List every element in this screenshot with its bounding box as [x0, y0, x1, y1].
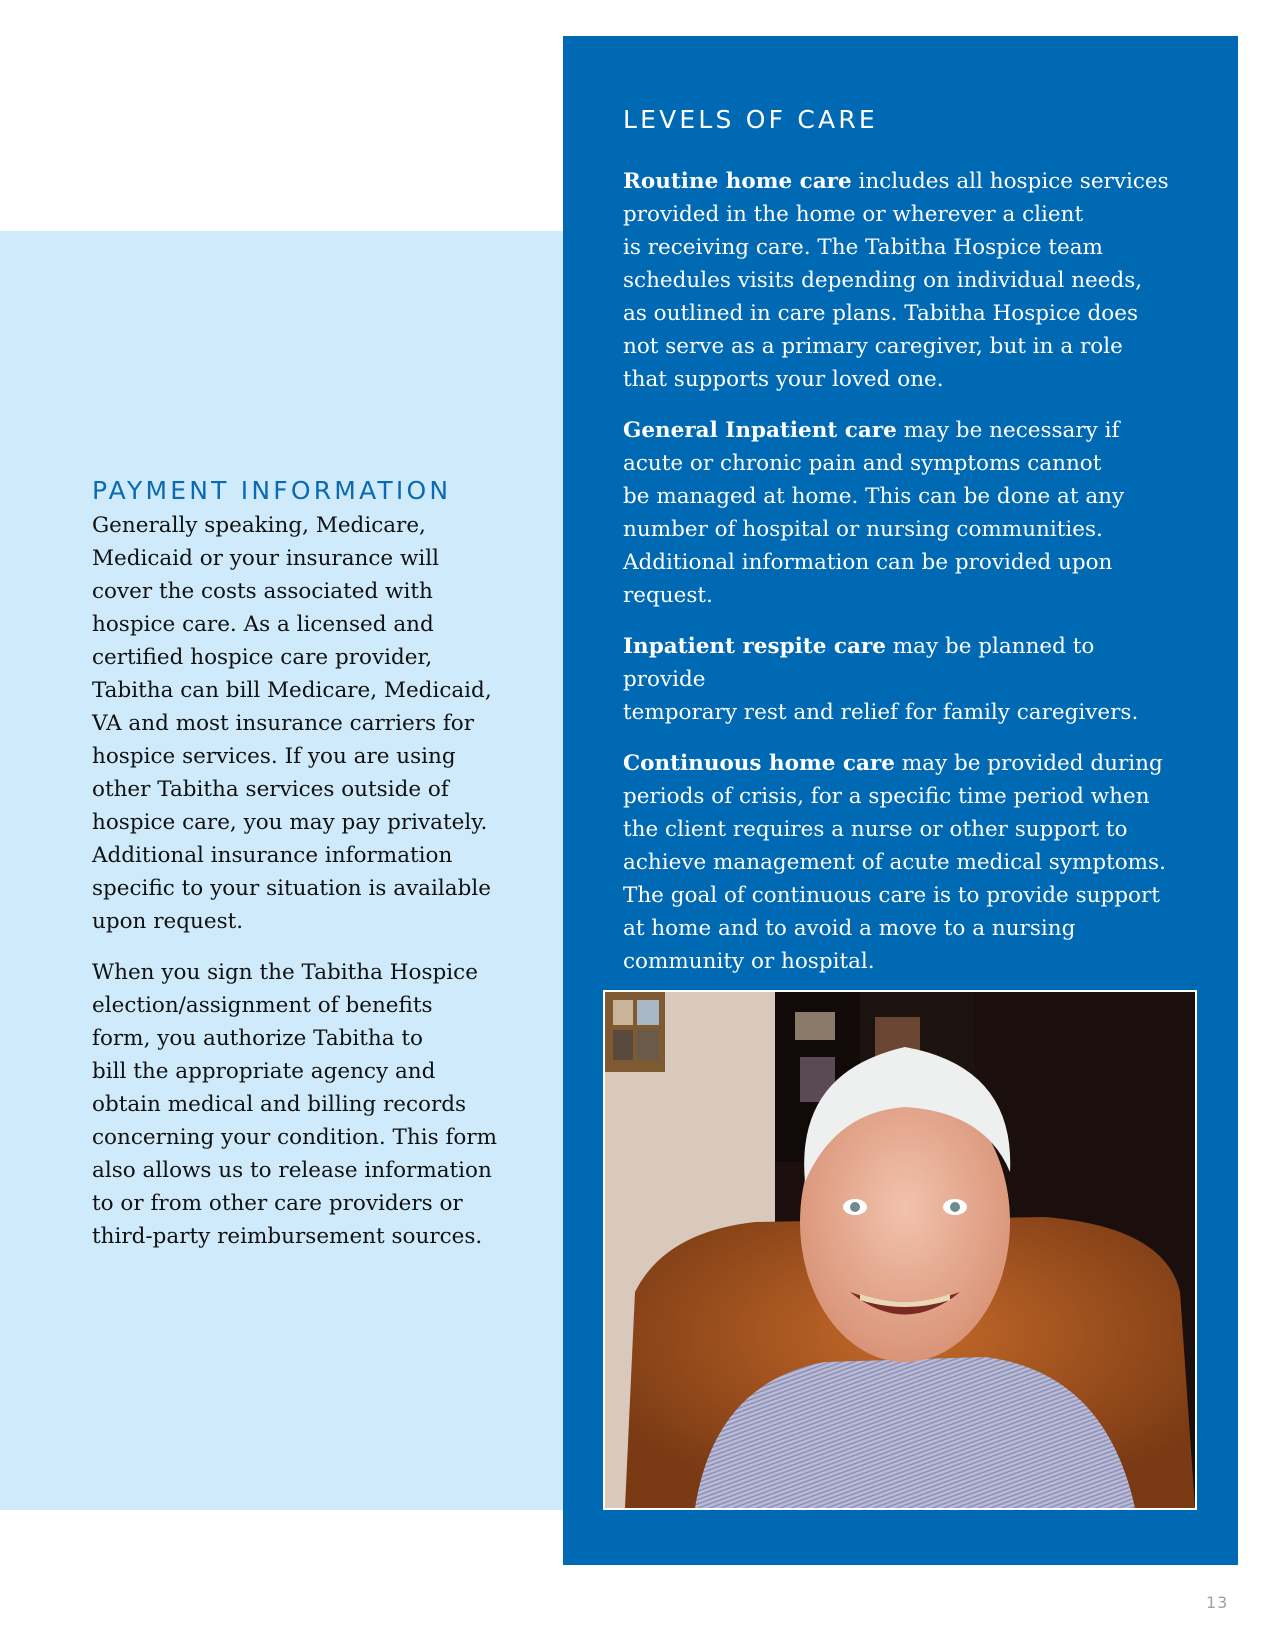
care-level-description: may be provided during periods of crisis, for a specific time period when the client requires a nurse or other support to achieve management of acute medical symptoms. The goal of continuous care is to provide support at home and to avoid a move to a nursing community or hospital.	[623, 751, 1166, 974]
payment-information-heading: PAYMENT INFORMATION	[92, 476, 452, 505]
levels-of-care-body	[623, 165, 1183, 996]
care-level-title: Inpatient respite care	[623, 634, 886, 659]
care-level-general-inpatient	[623, 414, 1183, 612]
payment-paragraph: When you sign the Tabitha Hospice election/assignment of benefits form, you authorize Tabitha to bill the appropriate agency and obtain medical and billing records concerning your condition. This form also allows us to release information to or from other care providers or third-party reimbursement sources.	[92, 960, 498, 1249]
care-level-description: may be necessary if acute or chronic pain and symptoms cannot be managed at home. This can be done at any number of hospital or nursing communities. Additional information can be provided upon request.	[623, 418, 1125, 608]
levels-of-care-heading: LEVELS OF CARE	[623, 105, 878, 134]
payment-information-body	[92, 509, 532, 1271]
care-level-title: Routine home care	[623, 169, 852, 194]
care-level-description: may be planned to provide temporary rest and relief for family caregivers.	[623, 634, 1139, 725]
care-level-inpatient-respite	[623, 630, 1183, 729]
care-level-continuous-home	[623, 747, 1183, 978]
care-level-title: Continuous home care	[623, 751, 895, 776]
page-number: 13	[1206, 1593, 1229, 1612]
care-level-title: General Inpatient care	[623, 418, 897, 443]
elderly-man-photo	[603, 990, 1197, 1510]
photo-illustration	[605, 992, 1195, 1508]
care-level-routine-home	[623, 165, 1183, 396]
care-level-description: includes all hospice services provided in the home or wherever a client is receiving care. The Tabitha Hospice team schedules visits depending on individual needs, as outlined in care plans. Tabitha Hospice does not serve as a primary caregiver, but in a role that supports your loved one.	[623, 169, 1169, 392]
payment-paragraph: Generally speaking, Medicare, Medicaid or your insurance will cover the costs associated with hospice care. As a licensed and certified hospice care provider, Tabitha can bill Medicare, Medicaid, VA and most insurance carriers for hospice services. If you are using other Tabitha services outside of hospice care, you may pay privately. Additional insurance information specific to your situation is available upon request.	[92, 513, 492, 934]
